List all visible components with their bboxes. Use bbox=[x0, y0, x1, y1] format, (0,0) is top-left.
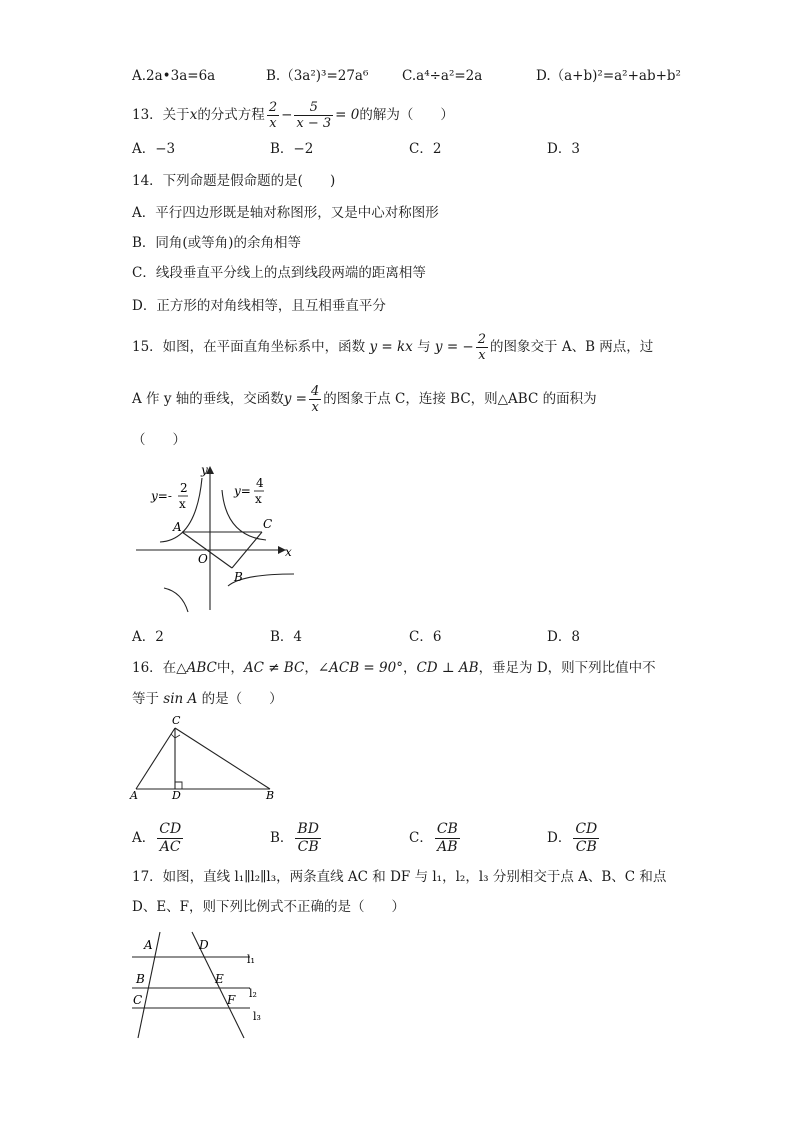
q15-text-c: 的图象交于 A、B 两点，过 bbox=[490, 339, 654, 355]
q12-option-d: D.（a+b)²=a²+ab+b² bbox=[536, 68, 681, 84]
q16-option-d-label: D． bbox=[547, 830, 572, 846]
q13-mid: 的分式方程 bbox=[197, 107, 265, 123]
q13-f1-den: x bbox=[269, 116, 277, 131]
segment-ac bbox=[136, 728, 175, 789]
q15-func2-den: x bbox=[478, 348, 486, 363]
q13-option-a: A．−3 bbox=[132, 141, 176, 157]
eq-right-den: x bbox=[255, 492, 262, 506]
q16-option-d-den: CB bbox=[575, 839, 597, 855]
q14-option-b: B．同角(或等角)的余角相等 bbox=[132, 235, 301, 251]
q15-func2-lhs: y = − bbox=[434, 339, 474, 355]
q15-options bbox=[132, 627, 672, 647]
q15-line-3: （ ） bbox=[132, 432, 186, 448]
q16-option-b-num: BD bbox=[297, 821, 319, 837]
q13-options bbox=[132, 139, 672, 159]
right-angle-icon bbox=[175, 782, 182, 789]
q16-option-b-den: CB bbox=[297, 839, 319, 855]
q16-cond2: ∠ACB = 90° bbox=[317, 660, 403, 676]
q15-func2-fraction bbox=[476, 332, 488, 363]
label-d: D bbox=[172, 789, 181, 802]
q15-func3-den: x bbox=[311, 400, 319, 415]
q16-option-b-fraction bbox=[295, 821, 321, 856]
q15-text-d: A 作 y 轴的垂线，交函数 bbox=[132, 391, 284, 407]
label-e: E bbox=[215, 972, 224, 986]
q13-option-c: C．2 bbox=[409, 141, 442, 157]
hyperbola-neg-branch-4 bbox=[164, 588, 188, 612]
label-c: C bbox=[133, 993, 143, 1007]
q16-text-b: 中， bbox=[216, 660, 244, 676]
q16-option-a-num: CD bbox=[159, 821, 182, 837]
label-c: C bbox=[263, 517, 273, 531]
q13-option-b: B．−2 bbox=[270, 141, 314, 157]
label-a: A bbox=[173, 520, 182, 534]
q13-fraction-1 bbox=[267, 100, 279, 131]
q16-option-c-den: AB bbox=[437, 839, 458, 855]
q16-sin-a: sin A bbox=[163, 691, 198, 707]
q16-option-a bbox=[132, 818, 185, 858]
q16-option-c-fraction bbox=[435, 821, 460, 856]
q16-text-a: 16．在 bbox=[132, 660, 177, 676]
q16-text-c: ，垂足为 D，则下列比值中不 bbox=[478, 660, 656, 676]
q12-option-b: B.（3a²)³=27a⁶ bbox=[266, 68, 369, 84]
q14-option-d: D．正方形的对角线相等，且互相垂直平分 bbox=[132, 298, 386, 314]
q16-figure bbox=[128, 712, 288, 802]
q15-func3-fraction bbox=[309, 384, 321, 415]
q16-option-b-label: B． bbox=[270, 830, 294, 846]
q16-option-c-label: C． bbox=[409, 830, 433, 846]
q15-func3-num: 4 bbox=[310, 384, 320, 399]
label-d: D bbox=[199, 938, 209, 952]
q14-option-a: A．平行四边形既是轴对称图形，又是中心对称图形 bbox=[132, 205, 439, 221]
q13-option-d: D．3 bbox=[547, 141, 580, 157]
q16-line-1: 16．在△ABC中，AC ≠ BC，∠ACB = 90°，CD ⊥ AB，垂足为 D，则下列比值中不 bbox=[132, 660, 656, 676]
q16-option-d bbox=[547, 818, 601, 858]
label-x: x bbox=[285, 545, 292, 559]
q17-line-2: D、E、F，则下列比例式不正确的是（ ） bbox=[132, 899, 406, 915]
q15-figure bbox=[130, 460, 300, 615]
label-b: B bbox=[266, 789, 275, 802]
segment-bc bbox=[175, 728, 270, 789]
eq-left-den: x bbox=[179, 497, 186, 511]
label-f: F bbox=[227, 993, 236, 1007]
q13-minus: − bbox=[281, 107, 293, 123]
q15-func2-num: 2 bbox=[477, 332, 487, 347]
q16-triangle: △ABC bbox=[176, 660, 217, 676]
label-b: B bbox=[234, 570, 243, 584]
label-origin: O bbox=[198, 552, 208, 566]
q16-line-2 bbox=[132, 689, 283, 709]
label-l2: l₂ bbox=[249, 987, 257, 1000]
label-l3: l₃ bbox=[253, 1010, 261, 1023]
q16-option-a-fraction bbox=[157, 821, 183, 856]
q15-option-b: B．4 bbox=[270, 629, 303, 645]
q13-var: x bbox=[189, 107, 198, 123]
q16-option-a-label: A． bbox=[132, 830, 156, 846]
q17-line-1: 17．如图，直线 l₁∥l₂∥l₃，两条直线 AC 和 DF 与 l₁，l₂，l₃ 分别相交于点 A、B、C 和点 bbox=[132, 869, 667, 885]
q12-options bbox=[132, 66, 681, 86]
eq-right-num: 4 bbox=[256, 476, 264, 490]
q16-option-c bbox=[409, 818, 462, 858]
q15-line-1 bbox=[132, 332, 653, 363]
q16-option-b bbox=[270, 818, 323, 858]
q16-option-d-fraction bbox=[573, 821, 599, 856]
q16-cond3: CD ⊥ AB bbox=[416, 660, 479, 676]
q13-f2-num: 5 bbox=[294, 100, 333, 116]
q12-option-a: A.2a•3a=6a bbox=[132, 68, 216, 84]
q15-text-a: 15．如图，在平面直角坐标系中，函数 bbox=[132, 339, 366, 355]
eq-left-num: 2 bbox=[180, 481, 188, 495]
q15-line-2 bbox=[132, 384, 597, 415]
q15-func1: y = kx bbox=[369, 339, 413, 355]
q16-option-c-num: CB bbox=[436, 821, 458, 837]
q13-eq: = 0 bbox=[335, 107, 360, 123]
q16-cond1: AC ≠ BC bbox=[243, 660, 305, 676]
eq-left-lhs: y=- bbox=[151, 489, 172, 503]
q15-option-d: D．8 bbox=[547, 629, 580, 645]
q12-option-c: C.a⁴÷a²=2a bbox=[402, 68, 483, 84]
q13-stem bbox=[132, 100, 454, 131]
label-a: A bbox=[130, 789, 138, 802]
q16-option-d-num: CD bbox=[575, 821, 598, 837]
q15-func3-lhs: y = bbox=[283, 391, 307, 407]
eq-right-lhs: y= bbox=[234, 484, 251, 498]
q13-fraction-2 bbox=[294, 100, 333, 131]
q13-suffix: 的解为（ ） bbox=[359, 107, 454, 123]
q15-option-c: C．6 bbox=[409, 629, 442, 645]
q16-options bbox=[132, 818, 672, 858]
q13-prefix: 13．关于 bbox=[132, 107, 190, 123]
q13-f2-den: x − 3 bbox=[296, 116, 332, 131]
label-l1: l₁ bbox=[247, 953, 255, 966]
q15-text-e: 的图象于点 C，连接 BC，则△ABC 的面积为 bbox=[323, 391, 597, 407]
q13-f1-num: 2 bbox=[268, 100, 278, 115]
q15-text-b: 与 bbox=[417, 339, 431, 355]
q17-figure bbox=[128, 930, 268, 1042]
q16-text-e: 的是（ ） bbox=[201, 691, 283, 707]
label-c: C bbox=[172, 714, 181, 727]
label-a: A bbox=[144, 938, 153, 952]
q14-stem: 14．下列命题是假命题的是( ) bbox=[132, 173, 336, 189]
q16-option-a-den: AC bbox=[159, 839, 181, 855]
q14-option-c: C．线段垂直平分线上的点到线段两端的距离相等 bbox=[132, 265, 426, 281]
label-b: B bbox=[136, 972, 145, 986]
q15-option-a: A．2 bbox=[132, 629, 164, 645]
q16-text-d: 等于 bbox=[132, 691, 159, 707]
label-y: y bbox=[201, 463, 208, 477]
